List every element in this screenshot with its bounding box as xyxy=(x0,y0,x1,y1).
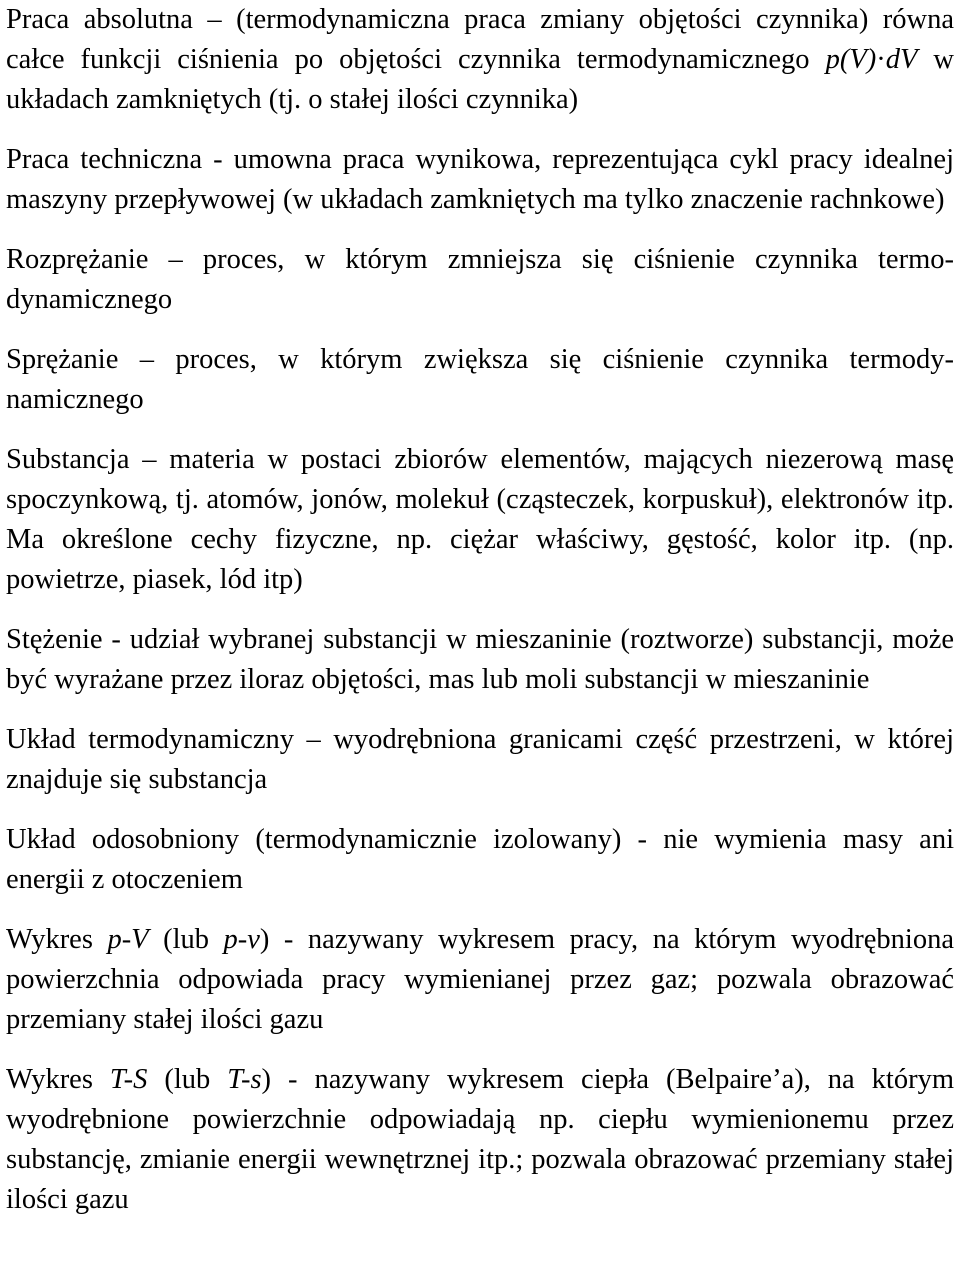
paragraph-sprezanie xyxy=(6,340,954,420)
symbol-p-V: p-V xyxy=(107,924,149,955)
text-segment: Rozprężanie – proces, w którym zmniejsza się ciśnienie czynnika termodynamicznego xyxy=(6,244,954,315)
text-segment: Wykres xyxy=(6,924,108,955)
paragraph-uklad-odosobniony xyxy=(6,820,954,900)
symbol-T-S: T-S xyxy=(109,1064,148,1095)
formula-p-of-v: p(V) xyxy=(825,44,877,75)
paragraph-wykres-pv xyxy=(6,920,954,1040)
text-segment: Sprężanie – proces, w którym zwiększa się ciśnienie czynnika termodynamicznego xyxy=(6,344,954,415)
text-segment: Stężenie - udział wybranej substancji w mieszaninie (roztworze) substancji, może być wyrażane przez iloraz objętości, mas lub moli substancji w mieszaninie xyxy=(6,624,954,695)
symbol-p-v: p-v xyxy=(223,924,260,955)
paragraph-substancja xyxy=(6,440,954,600)
text-segment: Wykres xyxy=(6,1064,110,1095)
text-segment: · xyxy=(876,44,886,75)
text-segment: Praca techniczna - umowna praca wynikowa, reprezentująca cykl pracy idealnej maszyny przepływowej (w układach zamkniętych ma tylko znaczenie rachnkowe) xyxy=(6,144,954,215)
text-segment: ) - nazywany wykresem ciepła (Belpaire’a), na którym wyodrębnione powierzchnie odpowiadają np. ciepłu wymienionemu przez substancję, zmianie energii wewnętrznej itp.; pozwala obrazować przemiany stałej ilości gazu xyxy=(6,1064,954,1215)
paragraph-rozprezanie xyxy=(6,240,954,320)
paragraph-praca-techniczna xyxy=(6,140,954,220)
paragraph-uklad-termodynamiczny xyxy=(6,720,954,800)
document-page xyxy=(6,0,954,1240)
paragraph-stezenie xyxy=(6,620,954,700)
paragraph-praca-absolutna xyxy=(6,0,954,120)
text-segment: Układ termodynamiczny – wyodrębniona granicami część przestrzeni, w której znajduje się substancja xyxy=(6,724,954,795)
text-segment: Praca absolutna – (termodynamiczna praca zmiany objętości czynnika) równa całce funkcji ciśnienia po objętości czynnika termodynamicznego xyxy=(6,4,954,75)
text-segment: w układach zamkniętych (tj. o stałej ilości czynnika) xyxy=(6,44,954,115)
paragraph-wykres-ts xyxy=(6,1060,954,1220)
text-segment: ) - nazywany wykresem pracy, na którym wyodrębniona powierzchnia odpowiada pracy wymienianej przez gaz; pozwala obrazować przemiany stałej ilości gazu xyxy=(6,924,954,1035)
text-segment: (lub xyxy=(148,924,224,955)
text-segment: (lub xyxy=(147,1064,228,1095)
symbol-T-s: T-s xyxy=(227,1064,262,1095)
text-segment: Substancja – materia w postaci zbiorów elementów, mających niezerową masę spoczynkową, tj. atomów, jonów, molekuł (cząsteczek, korpuskuł), elektronów itp. Ma określone cechy fizyczne, np. ciężar właściwy, gęstość, kolor itp. (np. powietrze, piasek, lód itp) xyxy=(6,444,954,595)
text-segment: Układ odosobniony (termodynamicznie izolowany) - nie wymienia masy ani energii z otoczeniem xyxy=(6,824,954,895)
formula-dv: dV xyxy=(885,44,918,75)
